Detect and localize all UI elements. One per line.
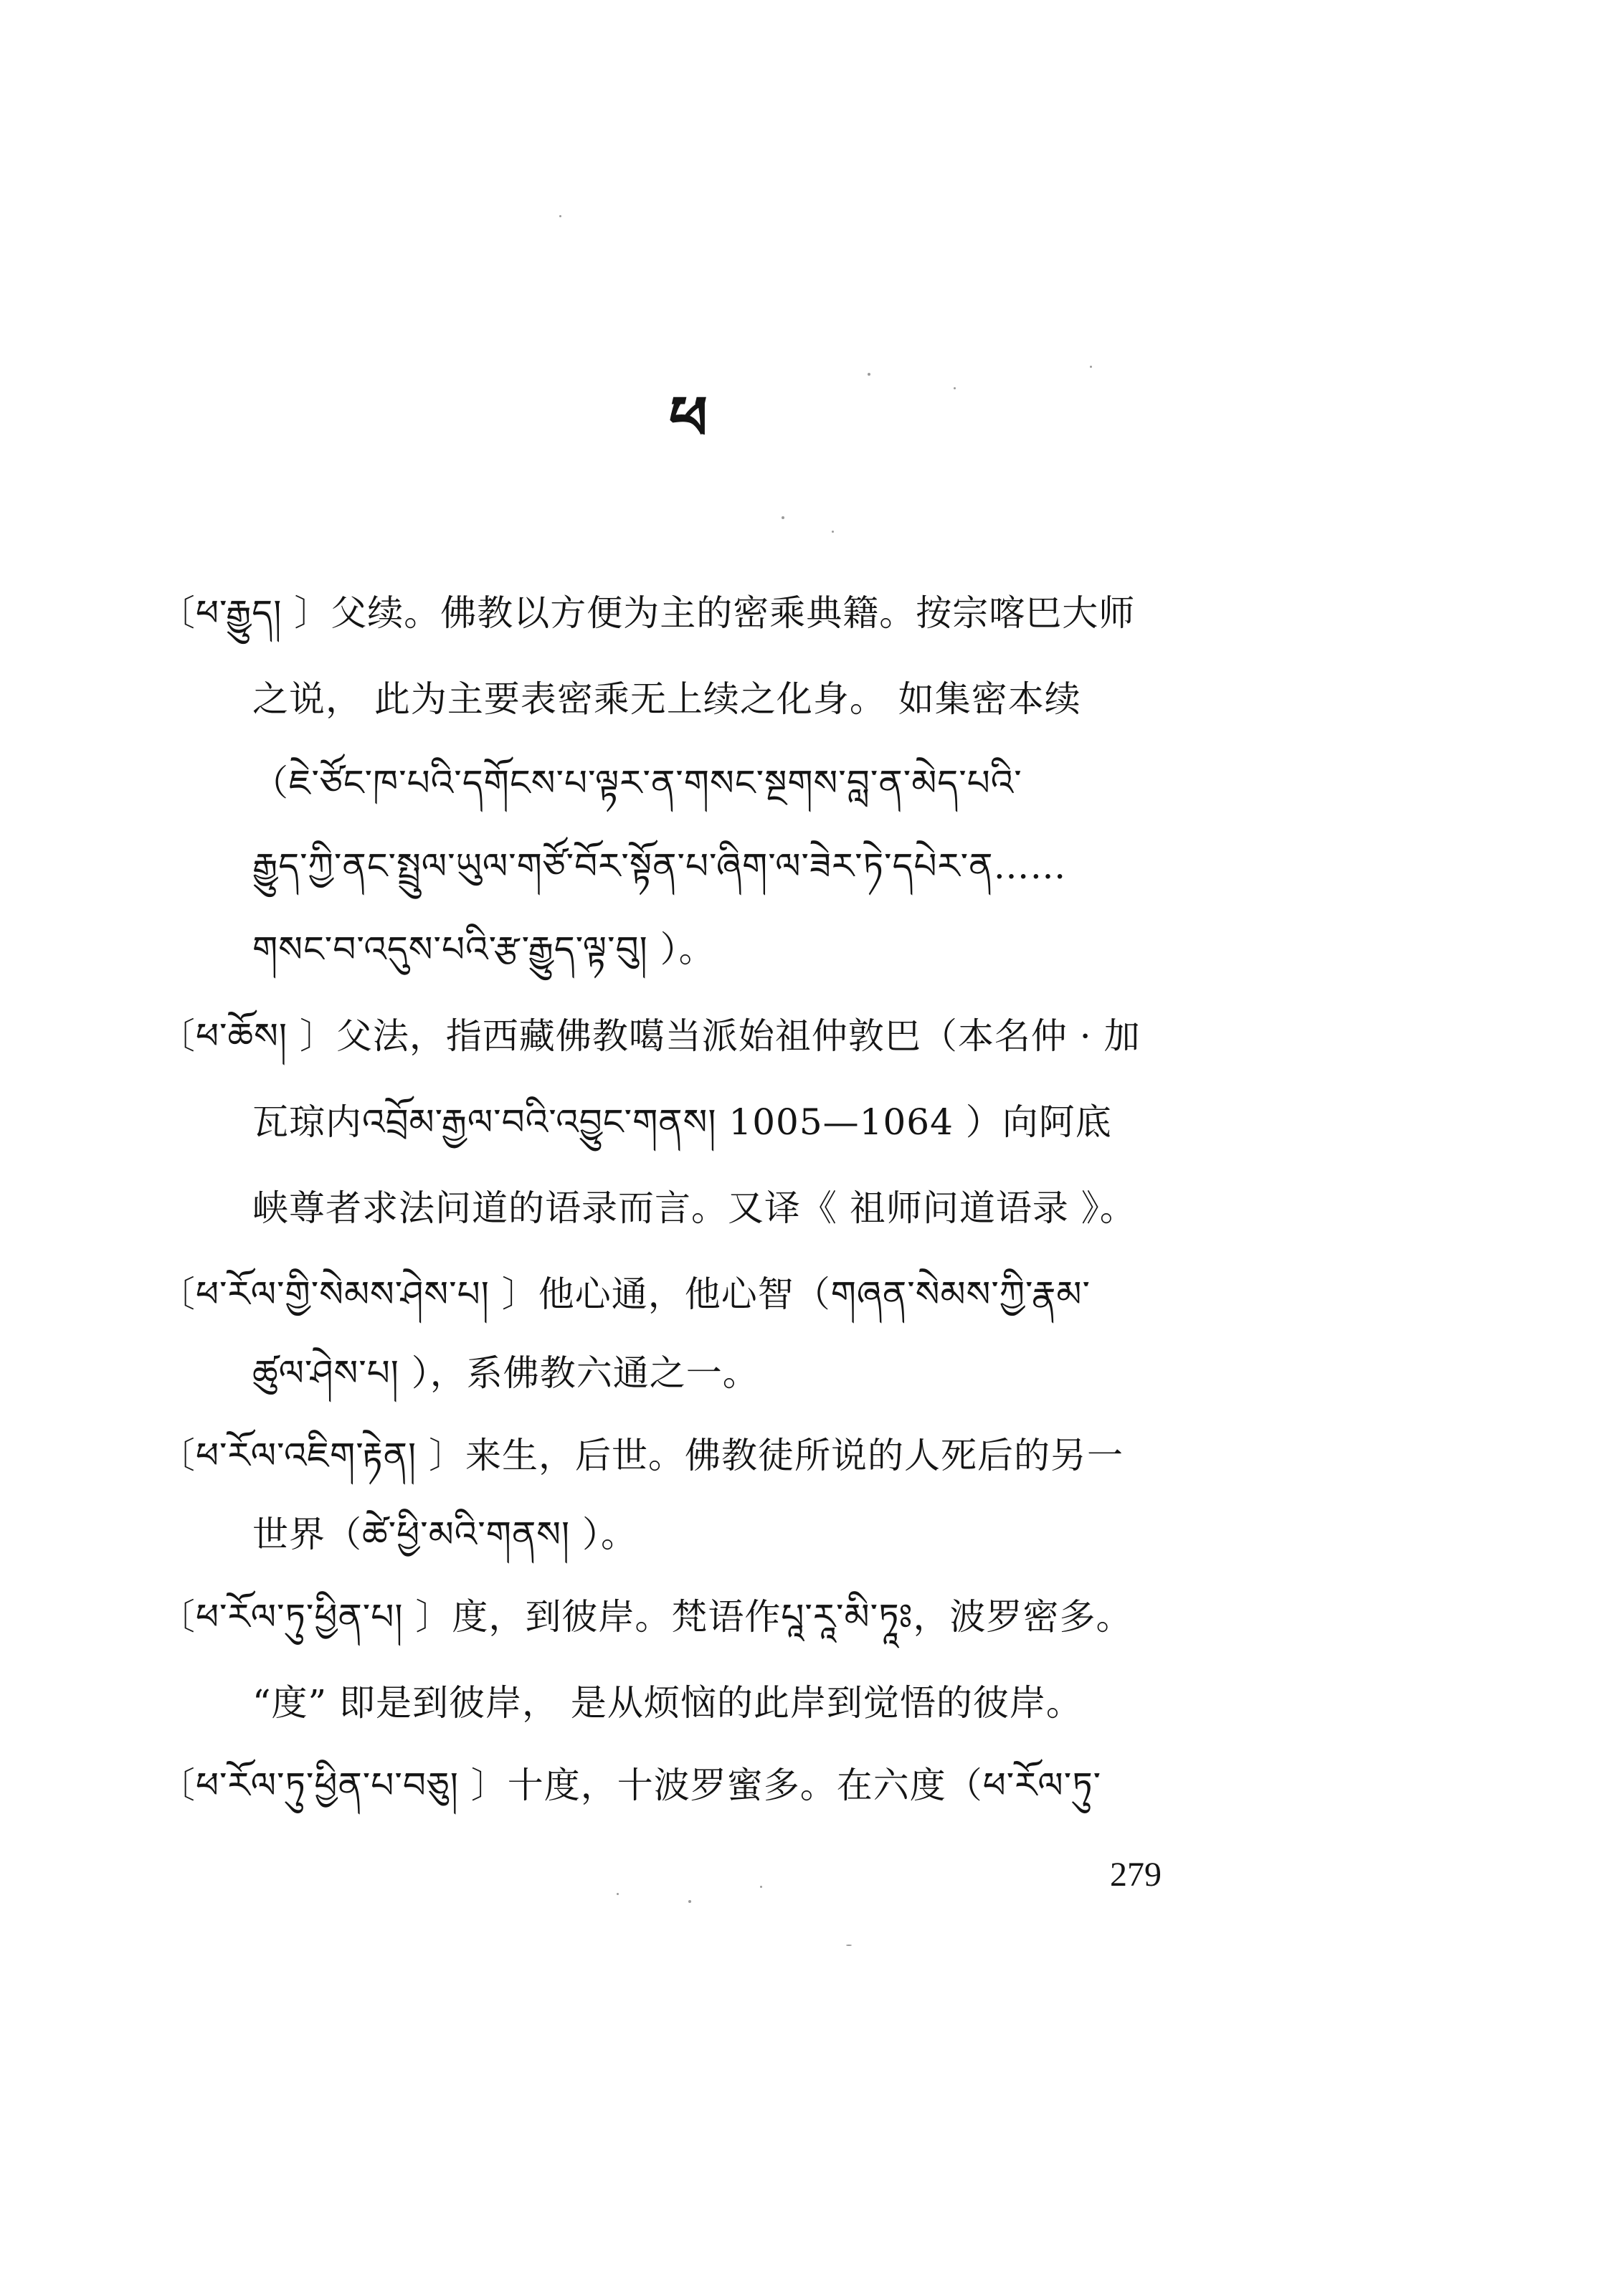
scan-speck bbox=[782, 516, 784, 519]
entry-phyin-pa-line-1: 〔ཕ་རོལ་ཏུ་ཕྱིན་པ། 〕度，到彼岸。梵语作པཱ་རཱ་མི་ཏཱཿ，波罗密多。 bbox=[159, 1596, 1133, 1638]
entry-pha-chos-line-2: 瓦琼内འབྲོམ་རྒྱལ་བའི་འབྱུང་གནས། 1005—1064 ）向阿底 bbox=[252, 1101, 1112, 1143]
scan-speck bbox=[832, 531, 834, 533]
scan-speck bbox=[559, 215, 561, 217]
entry-pha-chos-line-1: 〔ཕ་ཆོས། 〕父法，指西藏佛教噶当派始祖仲敦巴（本名仲 · 加 bbox=[159, 1015, 1141, 1057]
entry-phyin-pa-line-2: “度” 即是到彼岸， 是从烦恼的此岸到觉悟的彼岸。 bbox=[252, 1682, 1083, 1724]
scan-speck bbox=[846, 1945, 852, 1946]
scan-speck bbox=[688, 1900, 691, 1903]
entry-sems-shes-line-1: 〔ཕ་རོལ་གྱི་སེམས་ཤེས་པ། 〕他心通，他心智（གཞན་སེམས་ཀྱི་རྣམ་ bbox=[159, 1273, 1091, 1315]
scan-speck bbox=[1090, 366, 1092, 368]
entry-sems-shes-line-2: ཚུལ་ཤེས་པ། ），系佛教六通之一。 bbox=[252, 1352, 759, 1394]
entry-pha-chos-line-3: 峡尊者求法问道的语录而言。又译《 祖师问道语录 》。 bbox=[252, 1187, 1136, 1229]
scan-speck bbox=[617, 1893, 619, 1895]
scan-speck bbox=[868, 373, 870, 376]
scan-speck bbox=[954, 387, 956, 389]
entry-pha-rgyud-line-2: 之说， 此为主要表密乘无上续之化身。 如集密本续 bbox=[252, 678, 1081, 720]
entry-pha-rgyud-line-4: རྒྱུད་ཀྱི་ནང་སྤྲུལ་ཡུལ་གཙོ་བོར་སྟོན་པ་ཞིག་ལ་ཟེར་ཏེ་དཔེར་ན…… bbox=[252, 845, 1067, 887]
entry-pha-rgyud-line-5: གསང་བ་འདུས་པའི་རྩ་རྒྱུད་ལྟ་བུ། ）。 bbox=[252, 929, 716, 970]
entry-jig-rten-line-1: 〔ཕ་རོལ་འཇིག་རྟེན། 〕来生，后世。佛教徒所说的人死后的另一 bbox=[159, 1435, 1124, 1476]
entry-pha-rgyud-line-1: 〔ཕ་རྒྱུད། 〕父续。佛教以方便为主的密乘典籍。按宗喀巴大师 bbox=[159, 592, 1136, 634]
entry-phyin-pa-bcu-line-1: 〔ཕ་རོལ་ཏུ་ཕྱིན་པ་བཅུ། 〕十度，十波罗蜜多。在六度（ཕ་རོལ་ཏུ་ bbox=[159, 1765, 1102, 1806]
entry-jig-rten-line-2: 世界（ཚེ་ཕྱི་མའི་གནས། ）。 bbox=[252, 1514, 638, 1555]
section-heading-letter: ཕ bbox=[669, 382, 708, 453]
scan-speck bbox=[760, 1886, 762, 1888]
page-number: 279 bbox=[1110, 1856, 1162, 1894]
entry-pha-rgyud-line-3: （ཇེ་ཙོང་ཁ་པའི་དགོངས་པ་ལྟར་ན་གསང་སྔགས་བླ་ན་མེད་པའི་ bbox=[252, 762, 1022, 804]
